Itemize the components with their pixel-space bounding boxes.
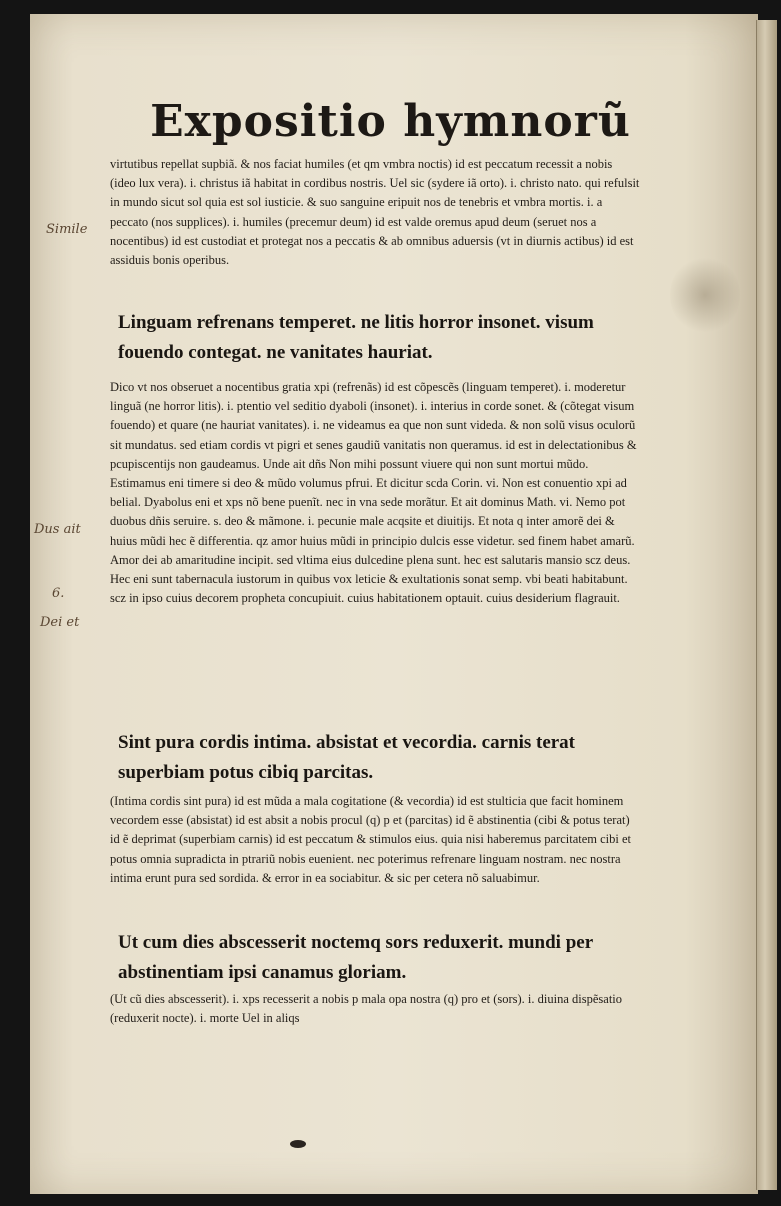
- hymn-verse-2: [118, 728, 640, 788]
- page-heading: Expositio hymnorũ: [150, 96, 631, 147]
- page-ornament: [290, 1140, 306, 1148]
- margin-note-dei-et: Dei et: [40, 615, 80, 630]
- margin-note-dus-ait: Dus ait: [34, 522, 81, 537]
- hymn-verse-3: [118, 928, 640, 988]
- gloss-paragraph-3: [110, 792, 640, 888]
- verse-text: Ut cum dies abscesserit noctemq sors reduxerit. mundi per abstinentiam ipsi canamus gloriam.: [118, 932, 593, 983]
- page-edge: [756, 20, 777, 1190]
- gloss-text: (Ut cũ dies abscesserit). i. xps recesserit a nobis p mala opa nostra (q) pro et (sors). i. diuina dispẽsatio (reduxerit nocte). i. morte Uel in aliqs: [110, 992, 623, 1026]
- margin-note-simile: Simile: [46, 222, 88, 237]
- margin-note-six: 6.: [52, 586, 65, 601]
- paper-stain: [670, 255, 740, 335]
- gloss-text: virtutibus repellat supbiã. & nos faciat humiles (et qm vmbra noctis) id est peccatum recessit a nobis (ideo lux vera). i. christus iã habitat in cordibus nostris. Uel sic (sydere iã orto). i. christo nato. qui refulsit in mundo sicut sol quia est sol iusticie. & suo sanguine eripuit nos de tenebris et vmbra mortis. i. a peccato (nos supplices). i. humiles (precemur deum) id est valde oremus apud deum (seruet nos a nocentibus) id est custodiat et protegat nos a peccatis & ab omnibus aduersis (vt in diurnis actibus) id est assiduis bonis operibus.: [110, 157, 640, 268]
- gloss-paragraph-2: [110, 378, 640, 608]
- gloss-paragraph-4: [110, 990, 640, 1028]
- verse-text: Sint pura cordis intima. absistat et vecordia. carnis terat superbiam potus cibiq parcitas.: [118, 732, 576, 783]
- gloss-text: (Intima cordis sint pura) id est mũda a mala cogitatione (& vecordia) id est stulticia que facit hominem vecordem esse (absistat) id est absit a nobis procul (q) p et (parcitas) id ẽ abstinentia (cibi & potus terat) id ẽ deprimat (superbiam carnis) id est peccatum & stimulos eius. quia nisi haberemus parcitatem cibi et potus omnia supradicta in ptrariũ nobis euenient. nec poterimus refrenare linguam nostram. nec nostra intima erunt pura sed sordida. & error in ea sociabitur. & sic per cetera nõ saluabimur.: [110, 794, 632, 885]
- verse-text: Linguam refrenans temperet. ne litis horror insonet. visum fouendo contegat. ne vanitates hauriat.: [118, 312, 594, 363]
- gloss-paragraph-1: [110, 155, 640, 270]
- gloss-text: Dico vt nos obseruet a nocentibus gratia xpi (refrenãs) id est cõpescẽs (linguam temperet). i. moderetur linguã (ne horror litis). i. ptentio vel seditio dyaboli (insonet). i. interius in corde sonet. & (cõtegat visum fouendo) et quare (ne hauriat vanitates). i. ne videamus ea que non sunt videda. & non solũ visus oculorũ sit mundatus. sed etiam cordis vt pigri et senes gaudiũ vanitatis non queramus. id est in delectationibus & pcupiscentijs non gaudeamus. Unde ait dñs Non mihi possunt viuere qui non sunt mortui mũdo. Estimamus eni timere si deo & mũdo volumus pfrui. Et dicitur scda Corin. vi. Non est conuentio xpi ad belial. Dyabolus eni et xps nõ bene puenĩt. nec in vna sede morãtur. Et ait dominus Math. vi. Nemo pot duobus dñis seruire. s. deo & mãmone. i. pecunie male acqsite et diuitijs. Et nota q inter amorẽ dei & huius mũdi hec ẽ differentia. qz amor huius mũdi in principio dulcis esse videtur. sed finem habet amarũ. Amor dei ab amaritudine incipit. sed vltima eius dulcedine plena sunt. hec est salutaris mansio scz deus. Hec eni sunt tabernacula iustorum in quibus vox leticie & exultationis sonat semp. vbi beati habitabunt. scz in ipso cuius decorem propheta concupiuit. cuius habitationem optauit. cuius desiderium flagrauit.: [110, 380, 637, 606]
- hymn-verse-1: [118, 308, 640, 368]
